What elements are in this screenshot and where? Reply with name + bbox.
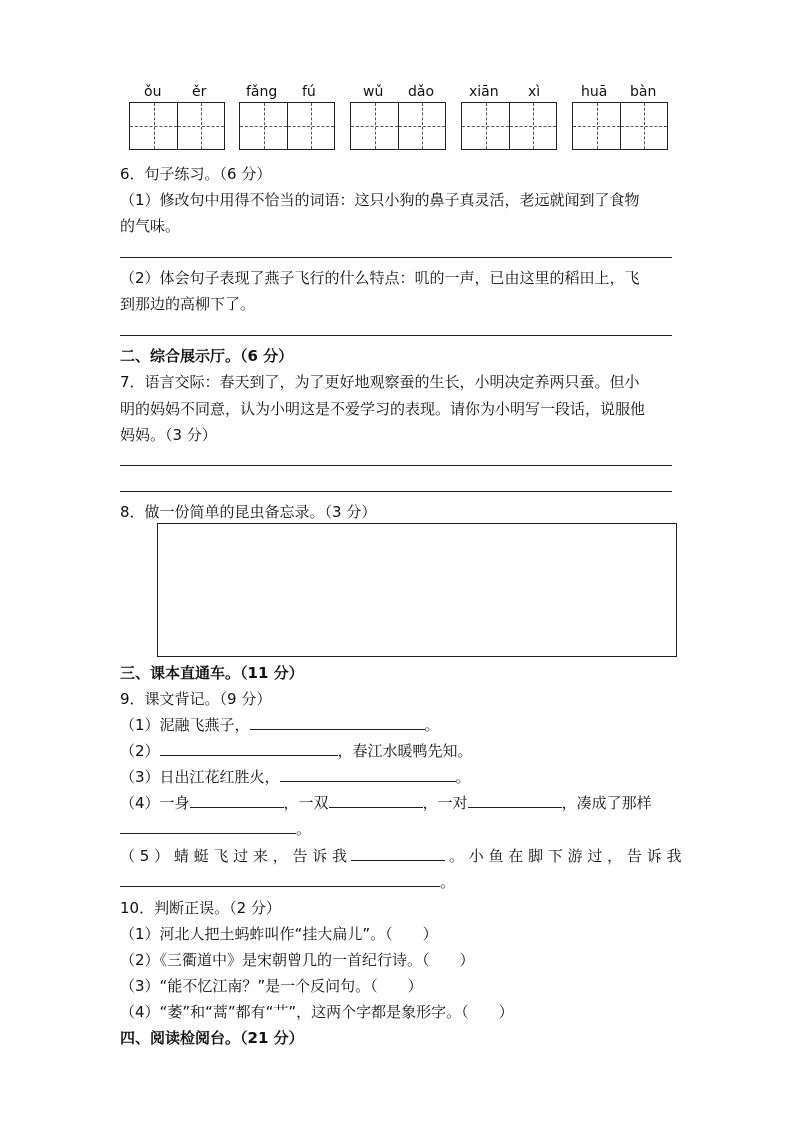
- answer-line[interactable]: [120, 465, 672, 466]
- q6-title: 6．句子练习。（6 分）: [120, 165, 272, 183]
- q6-p2-line2: 到那边的高柳下了。: [120, 295, 256, 313]
- q7-line1: 7．语言交际：春天到了，为了更好地观察蚕的生长，小明决定养两只蚕。但小: [120, 373, 640, 391]
- pinyin-5a: huā: [581, 84, 608, 100]
- blank[interactable]: [280, 767, 456, 782]
- blank[interactable]: [120, 872, 440, 887]
- pinyin-4a: xiān: [469, 84, 499, 100]
- answer-line[interactable]: [120, 335, 672, 336]
- pinyin-4b: xì: [528, 84, 541, 100]
- blank[interactable]: [329, 793, 423, 808]
- section-3-heading: 三、课本直通车。（11 分）: [120, 664, 304, 682]
- q9-item-5: （ 5 ） 蜻 蜓 飞 过 来 ， 告 诉 我 。 小 鱼 在 脚 下 游 过 ， 告 诉 我: [120, 847, 682, 865]
- q9-item-4: （4）一身 ，一双 ，一对 ，凑成了那样: [120, 794, 652, 812]
- q10-item-4: （4）“萎”和“蒿”都有“艹”，这两个字都是象形字。（ ）: [120, 1003, 514, 1021]
- q6-p2-line1: （2）体会句子表现了燕子飞行的什么特点：叽的一声，已由这里的稻田上，飞: [120, 269, 640, 287]
- q10-title: 10．判断正误。（2 分）: [120, 899, 281, 917]
- q9-item-4-cont: 。: [120, 818, 311, 839]
- q9-item-5-cont: 。: [120, 871, 455, 892]
- pinyin-5b: bàn: [630, 84, 657, 100]
- writing-grid-2[interactable]: [239, 102, 335, 150]
- blank[interactable]: [120, 819, 296, 834]
- q7-line3: 妈妈。（3 分）: [120, 426, 217, 444]
- blank[interactable]: [160, 741, 338, 756]
- blank[interactable]: [468, 793, 562, 808]
- q6-p1-line1: （1）修改句中用得不恰当的词语：这只小狗的鼻子真灵活，老远就闻到了食物: [120, 191, 640, 209]
- insect-memo-box[interactable]: [157, 523, 677, 657]
- answer-line[interactable]: [120, 257, 672, 258]
- pinyin-2a: fǎng: [246, 84, 278, 100]
- writing-grid-3[interactable]: [350, 102, 446, 150]
- pinyin-1a: ǒu: [144, 84, 162, 100]
- section-4-heading: 四、阅读检阅台。（21 分）: [120, 1029, 304, 1047]
- q6-p1-line2: 的气味。: [120, 217, 181, 235]
- writing-grid-5[interactable]: [572, 102, 668, 150]
- blank[interactable]: [250, 715, 425, 730]
- q9-title: 9．课文背记。（9 分）: [120, 690, 272, 708]
- q10-item-1: （1）河北人把土蚂蚱叫作“挂大扁儿”。（ ）: [120, 925, 438, 943]
- q9-item-3: （3）日出江花红胜火， 。: [120, 768, 471, 786]
- writing-grid-4[interactable]: [461, 102, 557, 150]
- blank[interactable]: [351, 846, 445, 861]
- pinyin-3a: wǔ: [363, 84, 384, 100]
- answer-line[interactable]: [120, 491, 672, 492]
- q9-item-1: （1）泥融飞燕子， 。: [120, 716, 440, 734]
- writing-grid-1[interactable]: [129, 102, 225, 150]
- blank[interactable]: [190, 793, 284, 808]
- q8-title: 8．做一份简单的昆虫备忘录。（3 分）: [120, 503, 377, 521]
- section-2-heading: 二、综合展示厅。（6 分）: [120, 347, 294, 365]
- pinyin-3b: dǎo: [408, 84, 435, 100]
- q9-item-2: （2） ，春江水暖鸭先知。: [120, 742, 473, 760]
- pinyin-1b: ěr: [192, 84, 207, 100]
- q10-item-2: （2）《三衢道中》是宋朝曾几的一首纪行诗。（ ）: [120, 951, 475, 969]
- pinyin-2b: fú: [302, 84, 316, 100]
- q7-line2: 明的妈妈不同意，认为小明这是不爱学习的表现。请你为小明写一段话，说服他: [120, 400, 646, 418]
- q10-item-3: （3）“能不忆江南？”是一个反问句。（ ）: [120, 977, 423, 995]
